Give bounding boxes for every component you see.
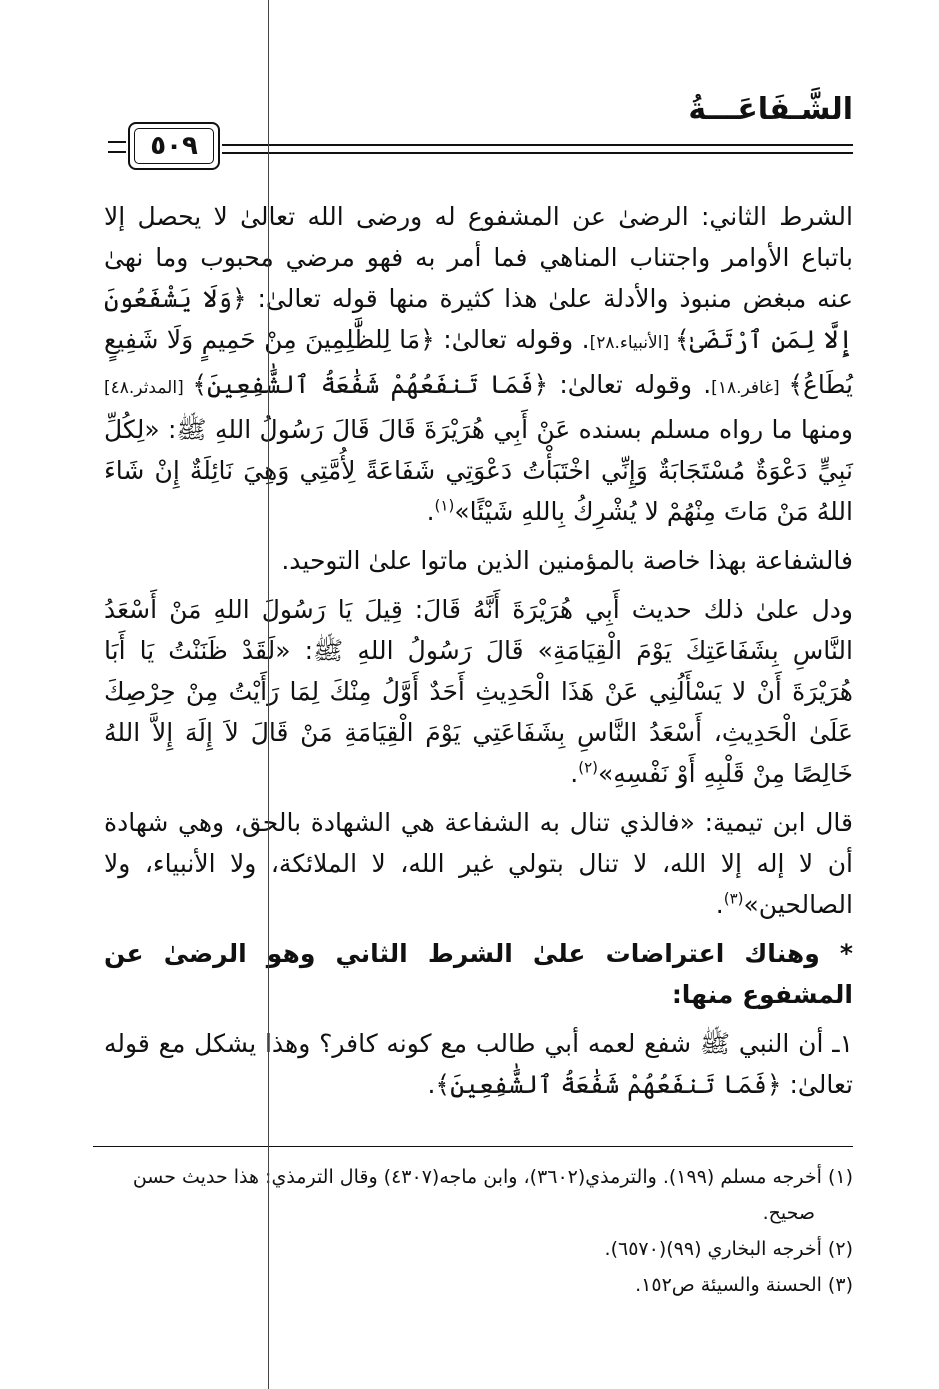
- quran-verse: ﴿فَمَا تَنفَعُهُمْ شَفَٰعَةُ ٱلشَّٰفِعِينَ﴾: [192, 370, 549, 399]
- paragraph: [104, 802, 853, 925]
- quran-verse: ﴿فَمَا تَنفَعُهُمْ شَفَٰعَةُ ٱلشَّٰفِعِينَ﴾: [435, 1070, 782, 1099]
- verse-reference: [المدثر.٤٨]: [104, 378, 193, 398]
- footnote-separator: [93, 1146, 853, 1147]
- paragraph-text: .: [427, 1070, 436, 1099]
- paragraph-text: ودل علىٰ ذلك حديث أَبِي هُرَيْرَةَ أَنَّهُ قَالَ: قِيلَ يَا رَسُولَ اللهِ مَنْ أَسْعَدُ النَّاسِ بِشَفَاعَتِكَ يَوْمَ الْقِيَامَةِ» قَالَ رَسُولُ اللهِ ﷺ: «لَقَدْ ظَنَنْتُ يَا أَبَا هُرَيْرَةَ أَنْ لا يَسْأَلُنِي عَنْ هَذَا الْحَدِيثِ أَحَدٌ أَوَّلُ مِنْكَ لِمَا رَأَيْتُ مِنْ حِرْصِكَ عَلَىٰ الْحَدِيثِ، أَسْعَدُ النَّاسِ بِشَفَاعَتِي يَوْمَ الْقِيَامَةِ مَنْ قَالَ لاَ إِلَهَ إِلاَّ اللهُ خَالِصًا مِنْ قَلْبِهِ أَوْ نَفْسِهِ»: [104, 595, 853, 788]
- paragraph-text: . وقوله تعالىٰ:: [434, 325, 590, 354]
- footnote: (٢) أخرجه البخاري (٩٩)(٦٥٧٠).: [604, 1238, 853, 1260]
- quran-verse: ﴿وَلَا يَشْفَعُونَ إِلَّا لِمَنِ ٱرْتَضَىٰ﴾: [104, 284, 853, 354]
- main-text: [104, 196, 853, 1113]
- paragraph-text: قال ابن تيمية: «فالذي تنال به الشفاعة هي الشهادة بالحق، وهي شهادة أن لا إله إلا الله، لا تنال بتولي غير الله، لا الملائكة، ولا الأنبياء، ولا الصالحين»: [104, 808, 853, 919]
- footnote-marker: (٢): [578, 758, 598, 777]
- verse-reference: [الأنبياء.٢٨]: [589, 333, 675, 353]
- paragraph-text: .: [426, 497, 435, 526]
- paragraph-text: فالشفاعة بهذا خاصة بالمؤمنين الذين ماتوا علىٰ التوحيد.: [281, 546, 853, 575]
- paragraph: [104, 540, 853, 581]
- paragraph-text: ١ـ أن النبي ﷺ شفع لعمه أبي طالب مع كونه كافر؟ وهذا يشكل مع قوله تعالىٰ:: [104, 1029, 853, 1099]
- page-number-box: [128, 122, 220, 170]
- footnotes: [104, 1160, 853, 1304]
- paragraph-text: ومنها ما رواه مسلم بسنده عَنْ أَبِي هُرَيْرَةَ قَالَ قَالَ رَسُولُ اللهِ ﷺ: «لِكُلِّ نَبِيٍّ دَعْوَةٌ مُسْتَجَابَةٌ وَإِنِّي اخْتَبَأْتُ دَعْوَتِي شَفَاعَةً لِأُمَّتِي وَهِيَ نَائِلَةٌ إِنْ شَاءَ اللهُ مَنْ مَاتَ مِنْهُمْ لا يُشْرِكُ بِاللهِ شَيْئًا»: [104, 415, 853, 526]
- paragraph: [104, 589, 853, 794]
- paragraph: [104, 196, 853, 532]
- running-header-title: الشَّـفَاعَـــةُ: [688, 92, 853, 127]
- footnote: (٣) الحسنة والسيئة ص١٥٢.: [635, 1274, 853, 1296]
- verse-reference: [غافر.١٨]: [711, 378, 789, 398]
- paragraph-text: . وقوله تعالىٰ:: [548, 370, 712, 399]
- page-number-connector: [108, 141, 126, 153]
- footnote: (١) أخرجه مسلم (١٩٩). والترمذي(٣٦٠٢)، وابن ماجه(٤٣٠٧) وقال الترمذي: هذا حديث حسن: [132, 1166, 853, 1188]
- section-note: * وهناك اعتراضات علىٰ الشرط الثاني وهو الرضىٰ عن المشفوع منها:: [104, 939, 853, 1009]
- header-double-rule: [222, 144, 853, 154]
- quran-verse: ﴿مَا لِلظَّٰلِمِينَ مِنْ حَمِيمٍ وَلَا شَفِيعٍ يُطَاعُ﴾: [104, 325, 853, 399]
- paragraph: [104, 1023, 853, 1105]
- footnote-marker: (١): [434, 496, 455, 515]
- page-number: ٥٠٩: [150, 131, 198, 161]
- footnote-continuation: صحيح.: [762, 1202, 815, 1224]
- paragraph-text: .: [715, 890, 724, 919]
- paragraph-text: .: [570, 759, 579, 788]
- paragraph: [104, 933, 853, 1015]
- footnote-marker: (٣): [723, 889, 744, 908]
- scan-fold-line: [268, 0, 269, 1389]
- paragraph-text: الشرط الثاني: الرضىٰ عن المشفوع له ورضى الله تعالىٰ لا يحصل إلا باتباع الأوامر واجتناب المناهي فما أمر به فهو مرضي محبوب وما نهىٰ عنه مبغض منبوذ والأدلة علىٰ هذا كثيرة منها قوله تعالىٰ:: [104, 202, 853, 313]
